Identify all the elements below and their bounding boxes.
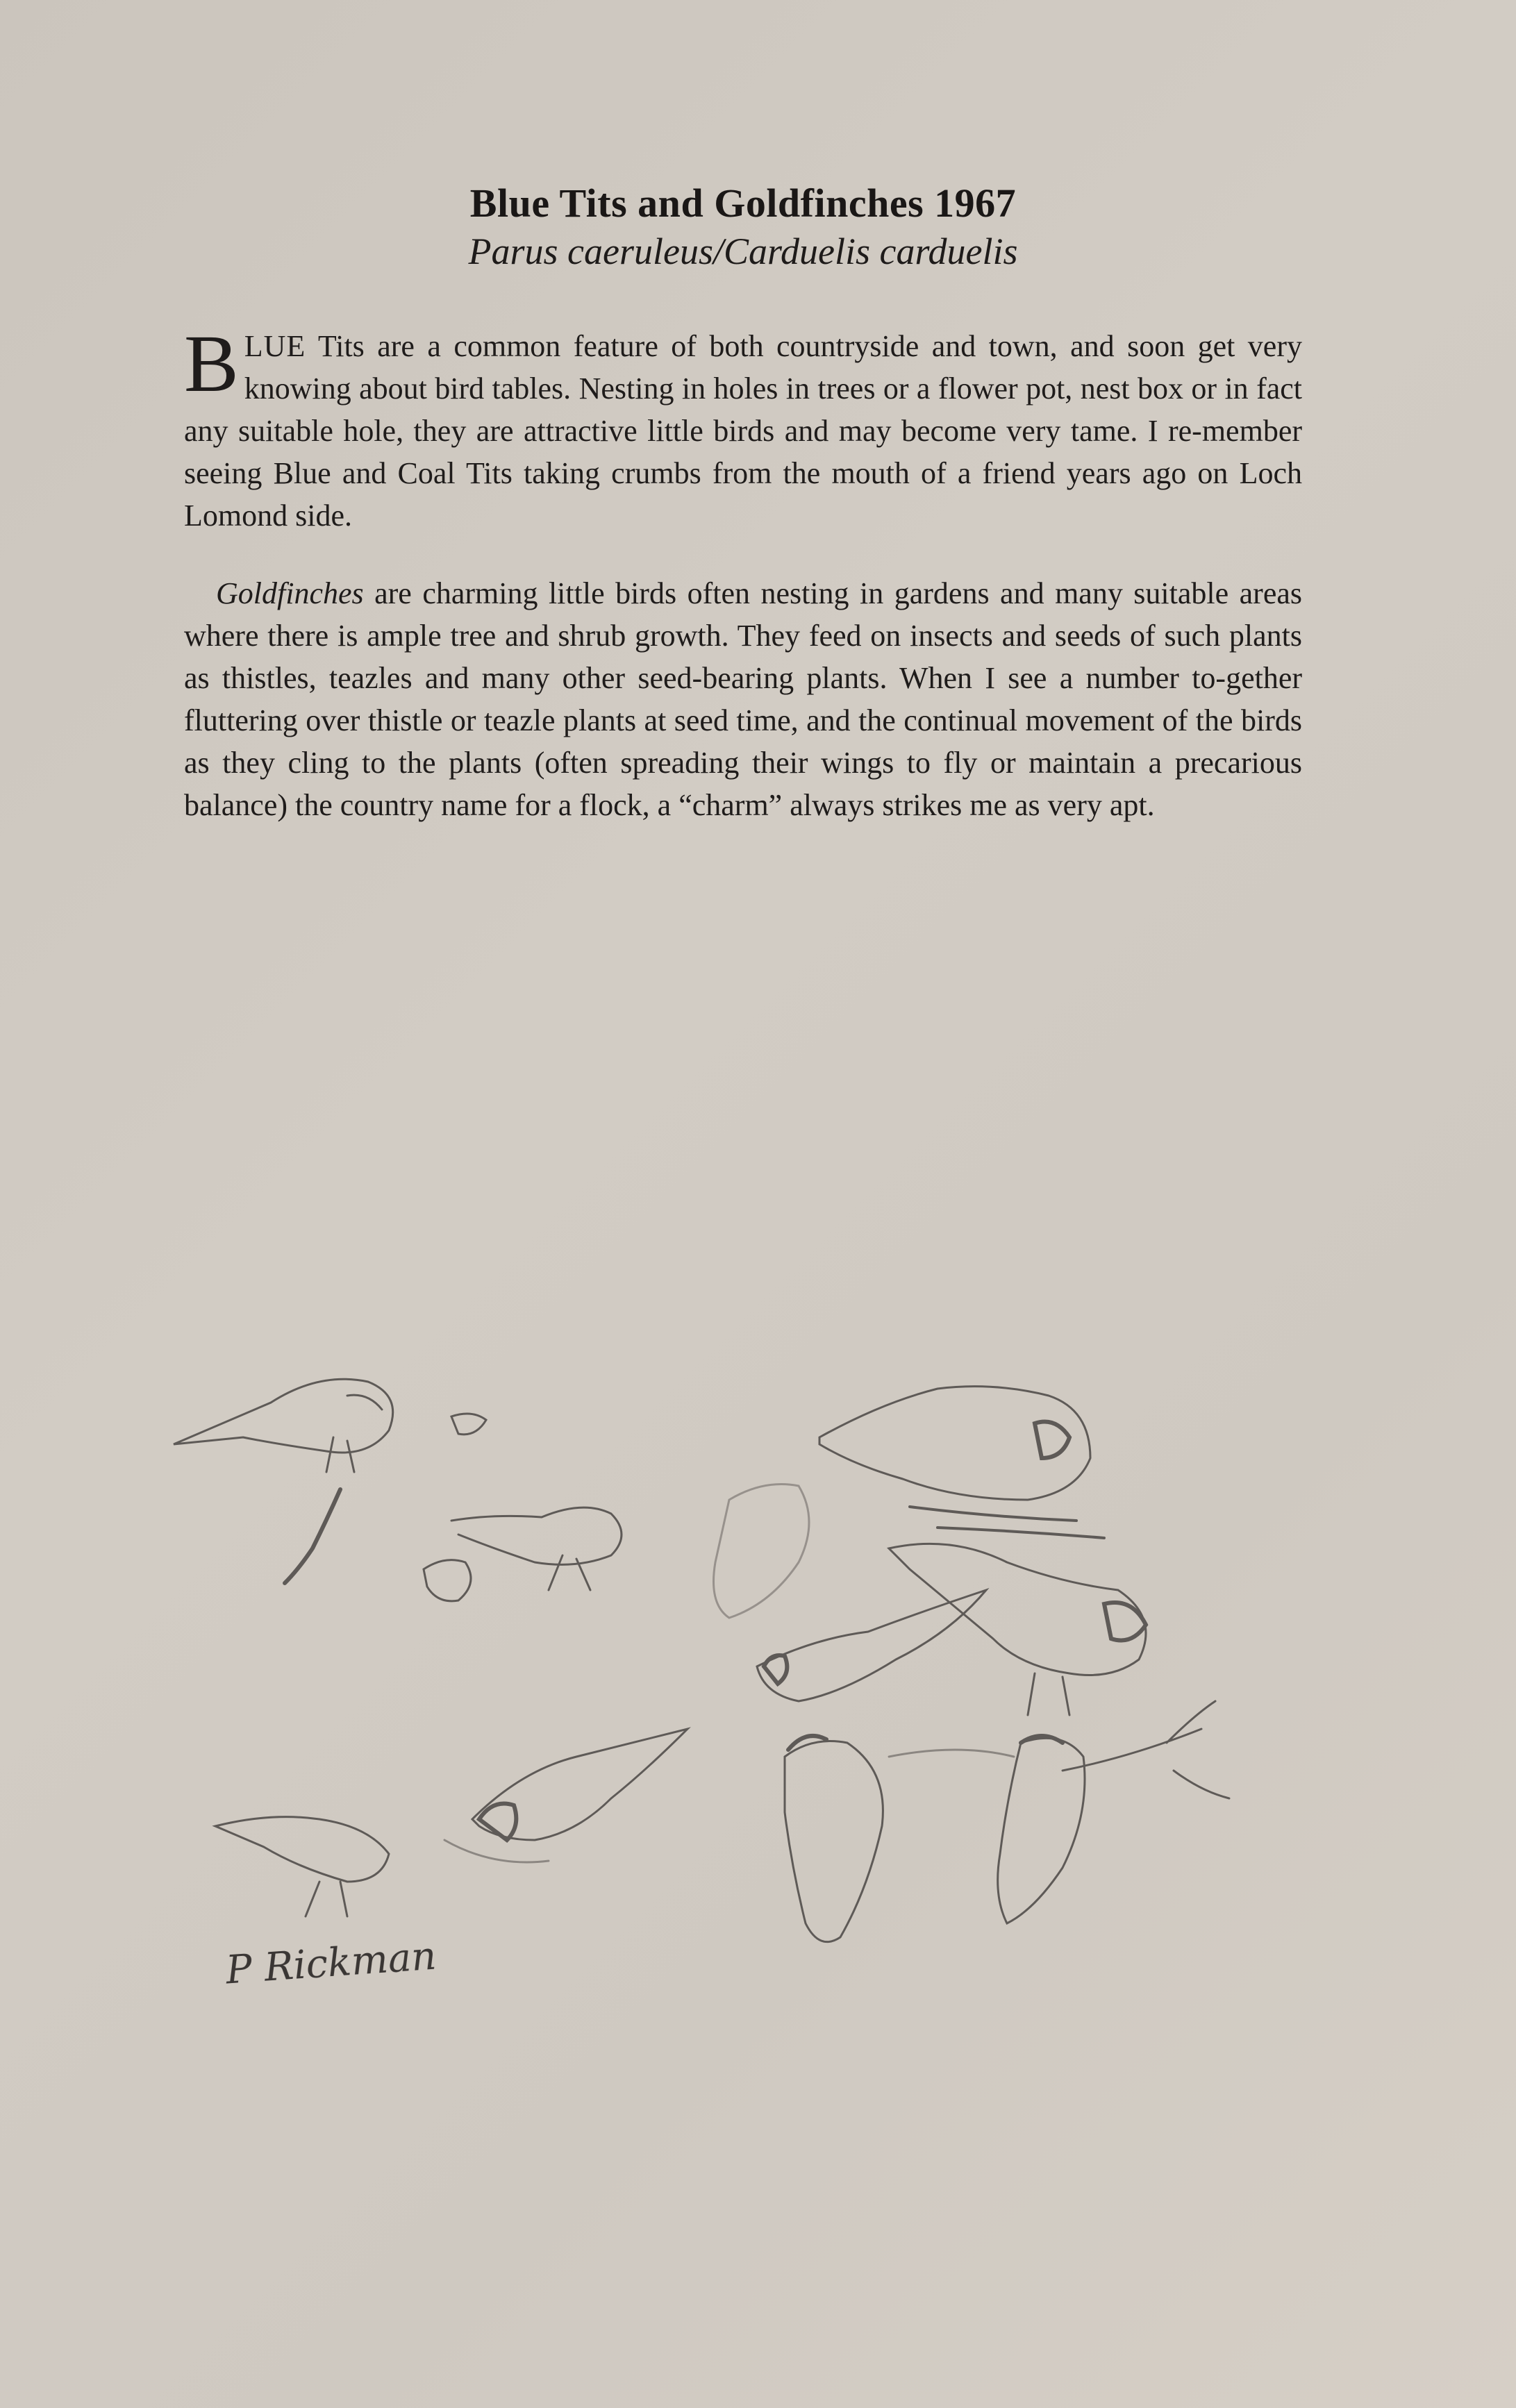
artist-signature: P Rickman: [224, 1933, 438, 1993]
paragraph-blue-tits: [184, 318, 1302, 537]
paragraph-text: Tits are a common feature of both countryside and town, and soon get very knowing about bird tables. Nesting in holes in trees or a flower pot, nest box or in fact any suitable hole, they are attractive little birds and may become very tame. I re-member seeing Blue and Coal Tits taking crumbs from the mouth of a friend years ago on Loch Lomond side.: [184, 329, 1302, 533]
smallcaps-lead: LUE: [244, 329, 306, 363]
paragraph-goldfinches: [184, 572, 1302, 826]
drop-cap: B: [184, 318, 239, 409]
paragraph-text: are charming little birds often nesting in gardens and many suitable areas where there is ample tree and shrub growth. They feed on insects and seeds of such plants as thistles, teazles and many other seed-bearing plants. When I see a number to-gether fluttering over thistle or teazle plants at seed time, and the continual movement of the birds as they cling to the plants (often spreading their wings to fly or maintain a precarious balance) the country name for a flock, a “charm” always strikes me as very apt.: [184, 576, 1302, 822]
page-heading: [0, 177, 1486, 273]
page-title: Blue Tits and Goldfinches 1967: [469, 181, 1017, 226]
italic-lead: Goldfinches: [216, 576, 364, 610]
page-subtitle: Parus caeruleus/Carduelis carduelis: [468, 231, 1018, 272]
